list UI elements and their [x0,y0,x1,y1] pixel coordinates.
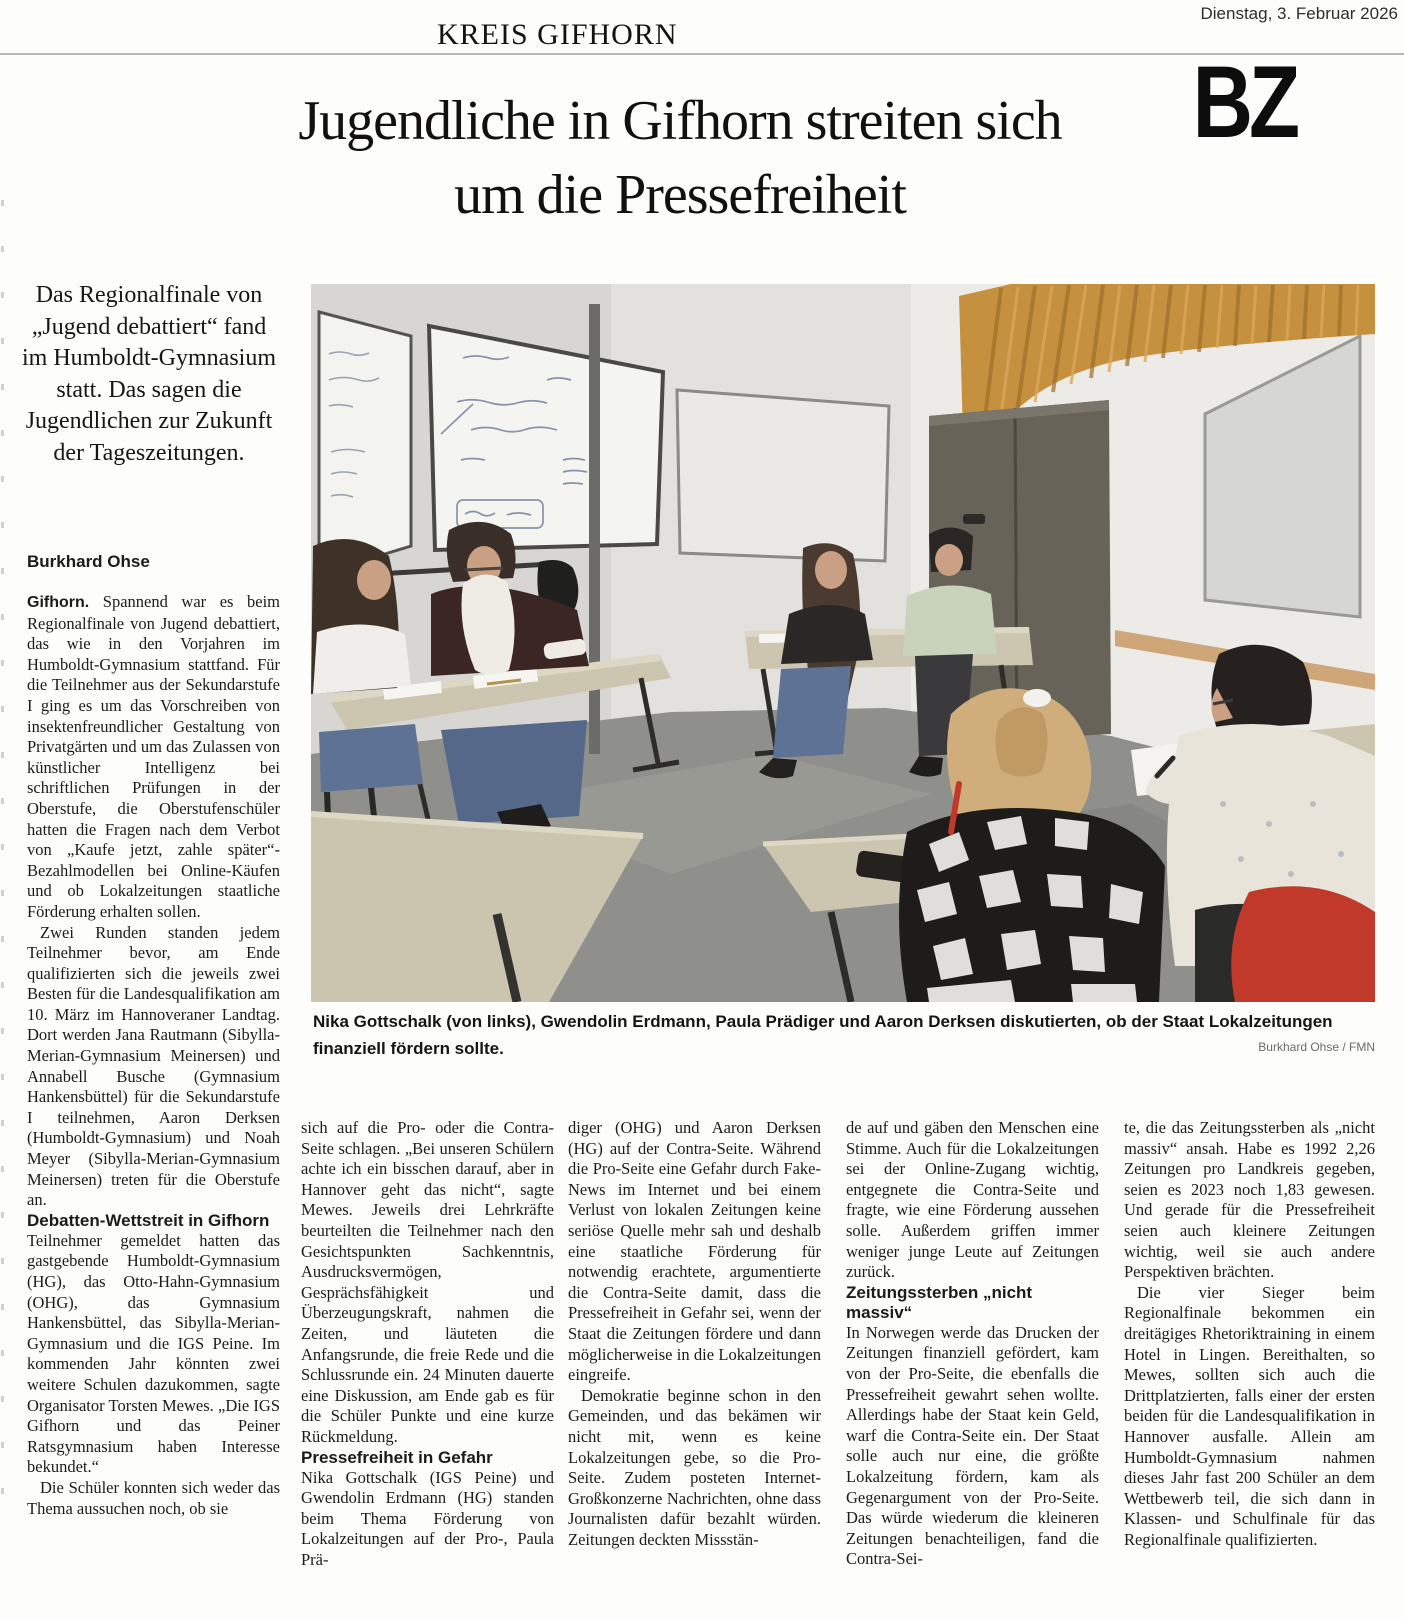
headline-line1: Jugendliche in Gifhorn streiten sich [298,90,1062,152]
subhead-zeitungssterben: Zeitungssterben „nicht massiv“ [846,1282,1033,1322]
classroom-scene [311,284,1375,1002]
student5-hair-braid [995,707,1047,776]
student4-face [935,544,963,576]
article-standfirst: Das Regionalfinale von „Jugend debattiert“ fand im Humboldt-Gymnasium statt. Das sagen die Jugendlichen zur Zukunft der Tageszeitungen. [22,282,276,466]
article-byline: Burkhard Ohse [27,552,150,571]
student1-face [357,560,391,600]
paragraph: Die Schüler konnten sich weder das Thema aussuchen noch, ob sie [27,1477,280,1518]
student3-sweater [781,605,873,664]
article-photo [311,284,1375,1002]
student3-face [815,551,847,589]
student1-top [313,624,411,694]
paragraph: te, die das Zeitungssterben als „nicht massiv“ ansah. Habe es 1992 2,26 Zeitungen pro Landkreis gegeben, seien es 2023 noch 1,83 gewesen. Und gerade für die Pressefreiheit seien auch kleinere Zeitungen wichtig, weil sie auch andere Perspektiven brächten. [1124,1118,1375,1282]
paragraph: Demokratie beginne schon in den Gemeinden, und das bekämen wir nicht mit, wenn es keine Lokalzeitungen gebe, so die Pro-Seite. Zudem posteten Internet-Großkonzerne Nachrichten, ohne dass Journalisten dafür bezahlt würden. Zeitungen deckten Missstän- [568,1385,821,1549]
page-edge-artifacts [1,200,4,1530]
student3-jeans [773,666,851,758]
section-title: KREIS GIFHORN [437,18,678,51]
paragraph: Die vier Sieger beim Regionalfinale bekommen ein dreitägiges Rhetoriktraining in einem Hotel in Lingen. Bereithalten, so Mewes, sollten sich auch die Drittplatzierten, falls einer der ersten beiden für die Landesqualifikation in Hannover ausfalle. Allein am Humboldt-Gymnasium nahmen dieses Jahr fast 200 Schüler an dem Wettbewerb teil, die sich dann in Klassen- und Schulfinale für das Regionalfinale qualifizierten. [1124,1282,1375,1549]
bz-logo: BZ [1192,45,1296,159]
paragraph [27,592,280,923]
cabinet-handle [963,514,985,524]
column-5 [1124,1118,1375,1550]
paragraph: Nika Gottschalk (IGS Peine) und Gwendolin Erdmann (HG) standen beim Thema Förderung von Lokalzeitungen auf der Pro-, Paula Prä- [301,1467,554,1569]
headline-line2: um die Pressefreiheit [454,164,906,226]
subhead-pressefreiheit: Pressefreiheit in Gefahr [301,1447,493,1467]
paragraph: In Norwegen werde das Drucken der Zeitungen finanziell gefördert, kam von der Pro-Seite, die ebenfalls die Pressefreiheit gewahrt sehen wollte. Allerdings habe der Staat kein Geld, warf die Contra-Seite ein. Der Staat solle auch nur eine, die größte Lokalzeitung fördern, kam als Gegenargument von der Pro-Seite. Das würde wiederum die kleineren Zeitungen benachteiligen, fand die Contra-Sei- [846,1322,1099,1569]
student5-scrunchie [1023,689,1051,707]
paragraph: de auf und gäben den Menschen eine Stimme. Auch für die Lokalzeitungen sei der Online-Zugang wichtig, entgegnete die Contra-Seite und fragte, wie eine Förderung aussehen solle. Außerdem griffen immer weniger junge Leute auf Zeitungen zurück. [846,1118,1099,1282]
photo-caption: Nika Gottschalk (von links), Gwendolin Erdmann, Paula Prädiger und Aaron Derksen diskutierten, ob der Staat Lokalzeitungen finanziell fördern sollte. [313,1012,1333,1058]
student1-jeans [319,724,423,792]
paragraph: Teilnehmer gemeldet hatten das gastgebende Humboldt-Gymnasium (HG), das Otto-Hahn-Gymnasium (OHG), das Gymnasium Hankensbüttel, das Sibylla-Merian-Gymnasium und die IGS Peine. Im kommenden Jahr könnten zwei weitere Schulen dazukommen, sagte Organisator Torsten Mewes. „Die IGS Gifhorn und das Peiner Ratsgymnasium haben Interesse bekundet.“ [27,1230,280,1477]
subhead-debatten: Debatten-Wettstreit in Gifhorn [27,1210,270,1230]
issue-date: Dienstag, 3. Februar 2026 [1200,4,1398,23]
student2-glasses [465,568,503,570]
paragraph-text: Spannend war es beim Regionalfinale von Jugend debattiert, das wie in den Vorjahren im Humboldt-Gymnasium stattfand. Für die Teilnehmer aus der Sekundarstufe I ging es um das Vorschreiben von insektenfreundlicher Gestaltung von Privatgärten und um das Zulassen von künstlicher Intelligenz bei schriftlichen Prüfungen in der Oberstufe, die Oberstufenschüler hatten die Fragen nach dem Verbot von „Kaufe jetzt, zahle später“-Bezahlmodellen bei Online-Käufen und ob Lokalzeitungen staatliche Förderung erhalten sollen. [27,592,280,921]
column-2 [301,1118,554,1570]
student4-hoodie [903,585,997,656]
paragraph: diger (OHG) und Aaron Derksen (HG) auf der Contra-Seite. Während die Pro-Seite eine Gefahr durch Fake-News im Internet und bei einem Verlust von lokalen Zeitungen keine seriöse Quelle mehr sah und deshalb eine staatliche Förderung für notwendig erachtete, argumentierte die Contra-Seite damit, dass die Pressefreiheit in Gefahr sei, wenn der Staat die Zeitungen fördere und dann möglicherweise in die Lokalzeitungen eingreife. [568,1118,821,1385]
article-headline [150,84,1210,232]
paragraph: Zwei Runden standen jedem Teilnehmer bevor, am Ende qualifizierten sich die jeweils zwei Besten für die Landesqualifikation am 10. März im Hannoveraner Landtag. Dort werden Jana Rautmann (Sibylla-Merian-Gymnasium Meinersen) und Annabell Busche (Gymnasium Hankensbüttel) für die Sekundarstufe I teilnehmen, Aaron Derksen (Humboldt-Gymnasium) und Noah Meyer (Sibylla-Merian-Gymnasium Meinersen) treten für die Oberstufe an. [27,922,280,1210]
column-1 [27,592,280,1519]
column-4 [846,1118,1099,1570]
paragraph: sich auf die Pro- oder die Contra-Seite schlagen. „Bei unseren Schülern achte ich ein bisschen darauf, aber in Hannover geht das nicht“, sagte Mewes. Jeweils drei Lehrkräfte beurteilten die Teilnehmer nach den Gesichtspunkten Sachkenntnis, Ausdrucksvermögen, Gesprächsfähigkeit und Überzeugungskraft, nahmen die Zeiten, und läuteten die Anfangsrunde, die freie Rede und die Schlussrunde ein. 24 Minuten dauerte eine Diskussion, am Ende gab es für die Schüler Punkte und eine kurze Rückmeldung. [301,1118,554,1446]
whiteboard-middle [677,390,889,561]
dateline: Gifhorn. [27,594,90,611]
student2-jeans [441,720,587,824]
photo-credit: Burkhard Ohse / FMN [1258,1040,1375,1054]
whiteboard-far-left [319,312,411,574]
red-bag [1231,886,1375,1002]
column-3 [568,1118,821,1550]
